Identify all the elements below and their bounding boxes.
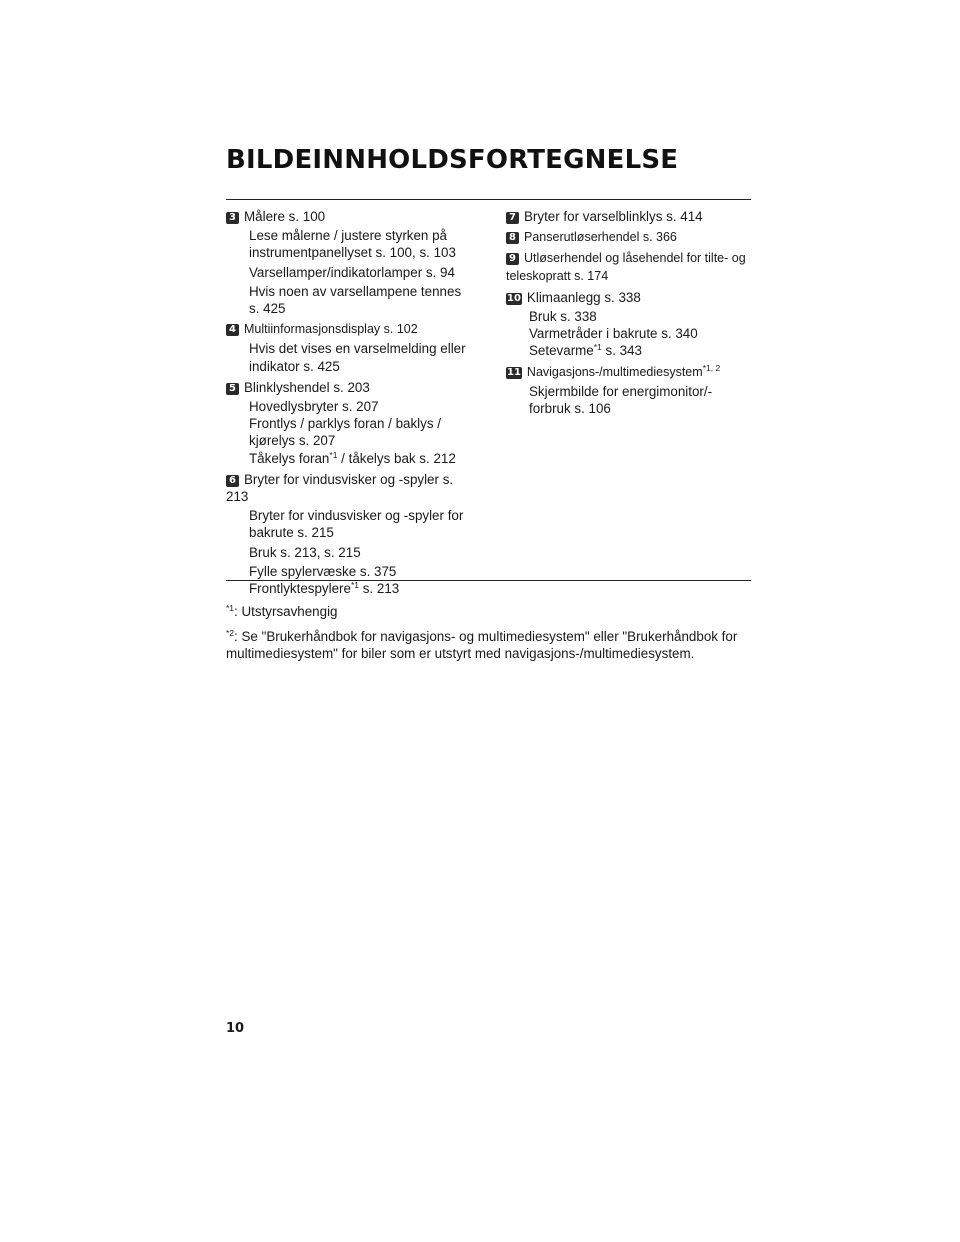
right-column [506,208,751,421]
entry-6 [226,471,471,597]
entry-title: Navigasjons-/multimediesystem [526,364,703,379]
entry-head [506,289,751,306]
sub-item-text: s. 343 [601,343,642,359]
number-badge: 5 [226,383,239,395]
number-badge: 11 [507,366,521,378]
bottom-divider [226,580,751,581]
entry-head [226,321,471,338]
number-badge: 7 [506,212,519,224]
entry-5 [226,379,471,467]
sub-item-text: Tåkelys foran [249,450,330,466]
footnote-marker: *2 [226,628,235,639]
sub-item: Fylle spylervæske s. 375 [249,563,397,579]
page-number: 10 [226,1021,245,1036]
entry-head [226,379,471,396]
entry-head [226,471,471,505]
entry-head [506,364,751,381]
footnote-1 [226,603,751,620]
entry-title: Multiinformasjonsdisplay s. 102 [244,322,418,337]
entry-title: Utløserhendel og låsehendel for tilte- og teleskopratt s. 174 [506,251,746,283]
sub-item-with-footnote [506,342,751,359]
entry-8 [506,229,751,246]
top-divider [226,199,751,200]
sub-item-with-footnote [226,580,471,597]
number-badge: 4 [226,324,239,336]
sub-item-text: Setevarme [529,343,594,359]
number-badge: 6 [226,475,239,487]
entry-title: Målere s. 100 [244,209,326,224]
entry-title: Blinklyshendel s. 203 [244,379,370,395]
sub-item: Hvis det vises en varselmelding eller indikator s. 425 [249,341,466,374]
sub-item: Lese målerne / justere styrken på instrumentpanellyset s. 100, s. 103 [249,228,456,261]
sub-item: Bruk s. 213, s. 215 [249,544,361,560]
sub-item: Bryter for vindusvisker og -spyler for bakrute s. 215 [249,508,464,541]
sub-item: Bruk s. 338 [529,309,597,325]
footnote-marker: *1 [329,449,338,460]
sub-item-text: s. 213 [359,581,400,597]
entry-title: Bryter for vindusvisker og -spyler s. 213 [226,471,454,505]
page-title: BILDEINNHOLDSFORTEGNELSE [226,145,679,175]
entry-10 [506,289,751,360]
entry-head [506,250,751,284]
sub-item: Varsellamper/indikatorlamper s. 94 [249,264,455,280]
footnote-marker: *1, 2 [702,362,721,373]
footnote-2 [226,628,751,662]
entry-9 [506,250,751,284]
entry-head [506,208,751,225]
sub-item-text: / tåkelys bak s. 212 [337,450,456,466]
number-badge: 8 [506,232,519,244]
entry-4 [226,321,471,375]
entry-7 [506,208,751,225]
sub-item: Varmetråder i bakrute s. 340 [529,326,698,342]
entry-3 [226,208,471,317]
footnotes [226,603,751,671]
entry-head [226,208,471,225]
entry-title: Panserutløserhendel s. 366 [524,230,677,245]
number-badge: 9 [506,253,519,265]
entry-title: Klimaanlegg s. 338 [526,289,641,305]
left-column [226,208,471,601]
sub-item: Frontlys / parklys foran / baklys / kjørelys s. 207 [249,416,441,449]
entry-title: Bryter for varselblinklys s. 414 [524,209,703,224]
sub-item-with-footnote [226,450,471,467]
entry-head [506,229,751,246]
sub-item: Hvis noen av varsellampene tennes s. 425 [249,283,462,317]
footnote-text: : Utstyrsavhengig [234,604,338,619]
number-badge: 10 [507,292,521,304]
sub-item-text: Frontlyktespylere [249,581,351,597]
footnote-marker: *1 [350,580,360,591]
footnote-marker: *1 [226,603,235,613]
sub-item: Hovedlysbryter s. 207 [249,399,379,415]
entry-11 [506,364,751,418]
footnote-marker: *1 [593,342,602,353]
sub-item: Skjermbilde for energimonitor/-forbruk s. 106 [529,383,713,417]
footnote-text: : Se "Brukerhåndbok for navigasjons- og multimediesystem" eller "Brukerhåndbok for multimediesystem" for biler som er utstyrt med navigasjons-/multimediesystem. [226,629,738,662]
number-badge: 3 [226,212,239,224]
